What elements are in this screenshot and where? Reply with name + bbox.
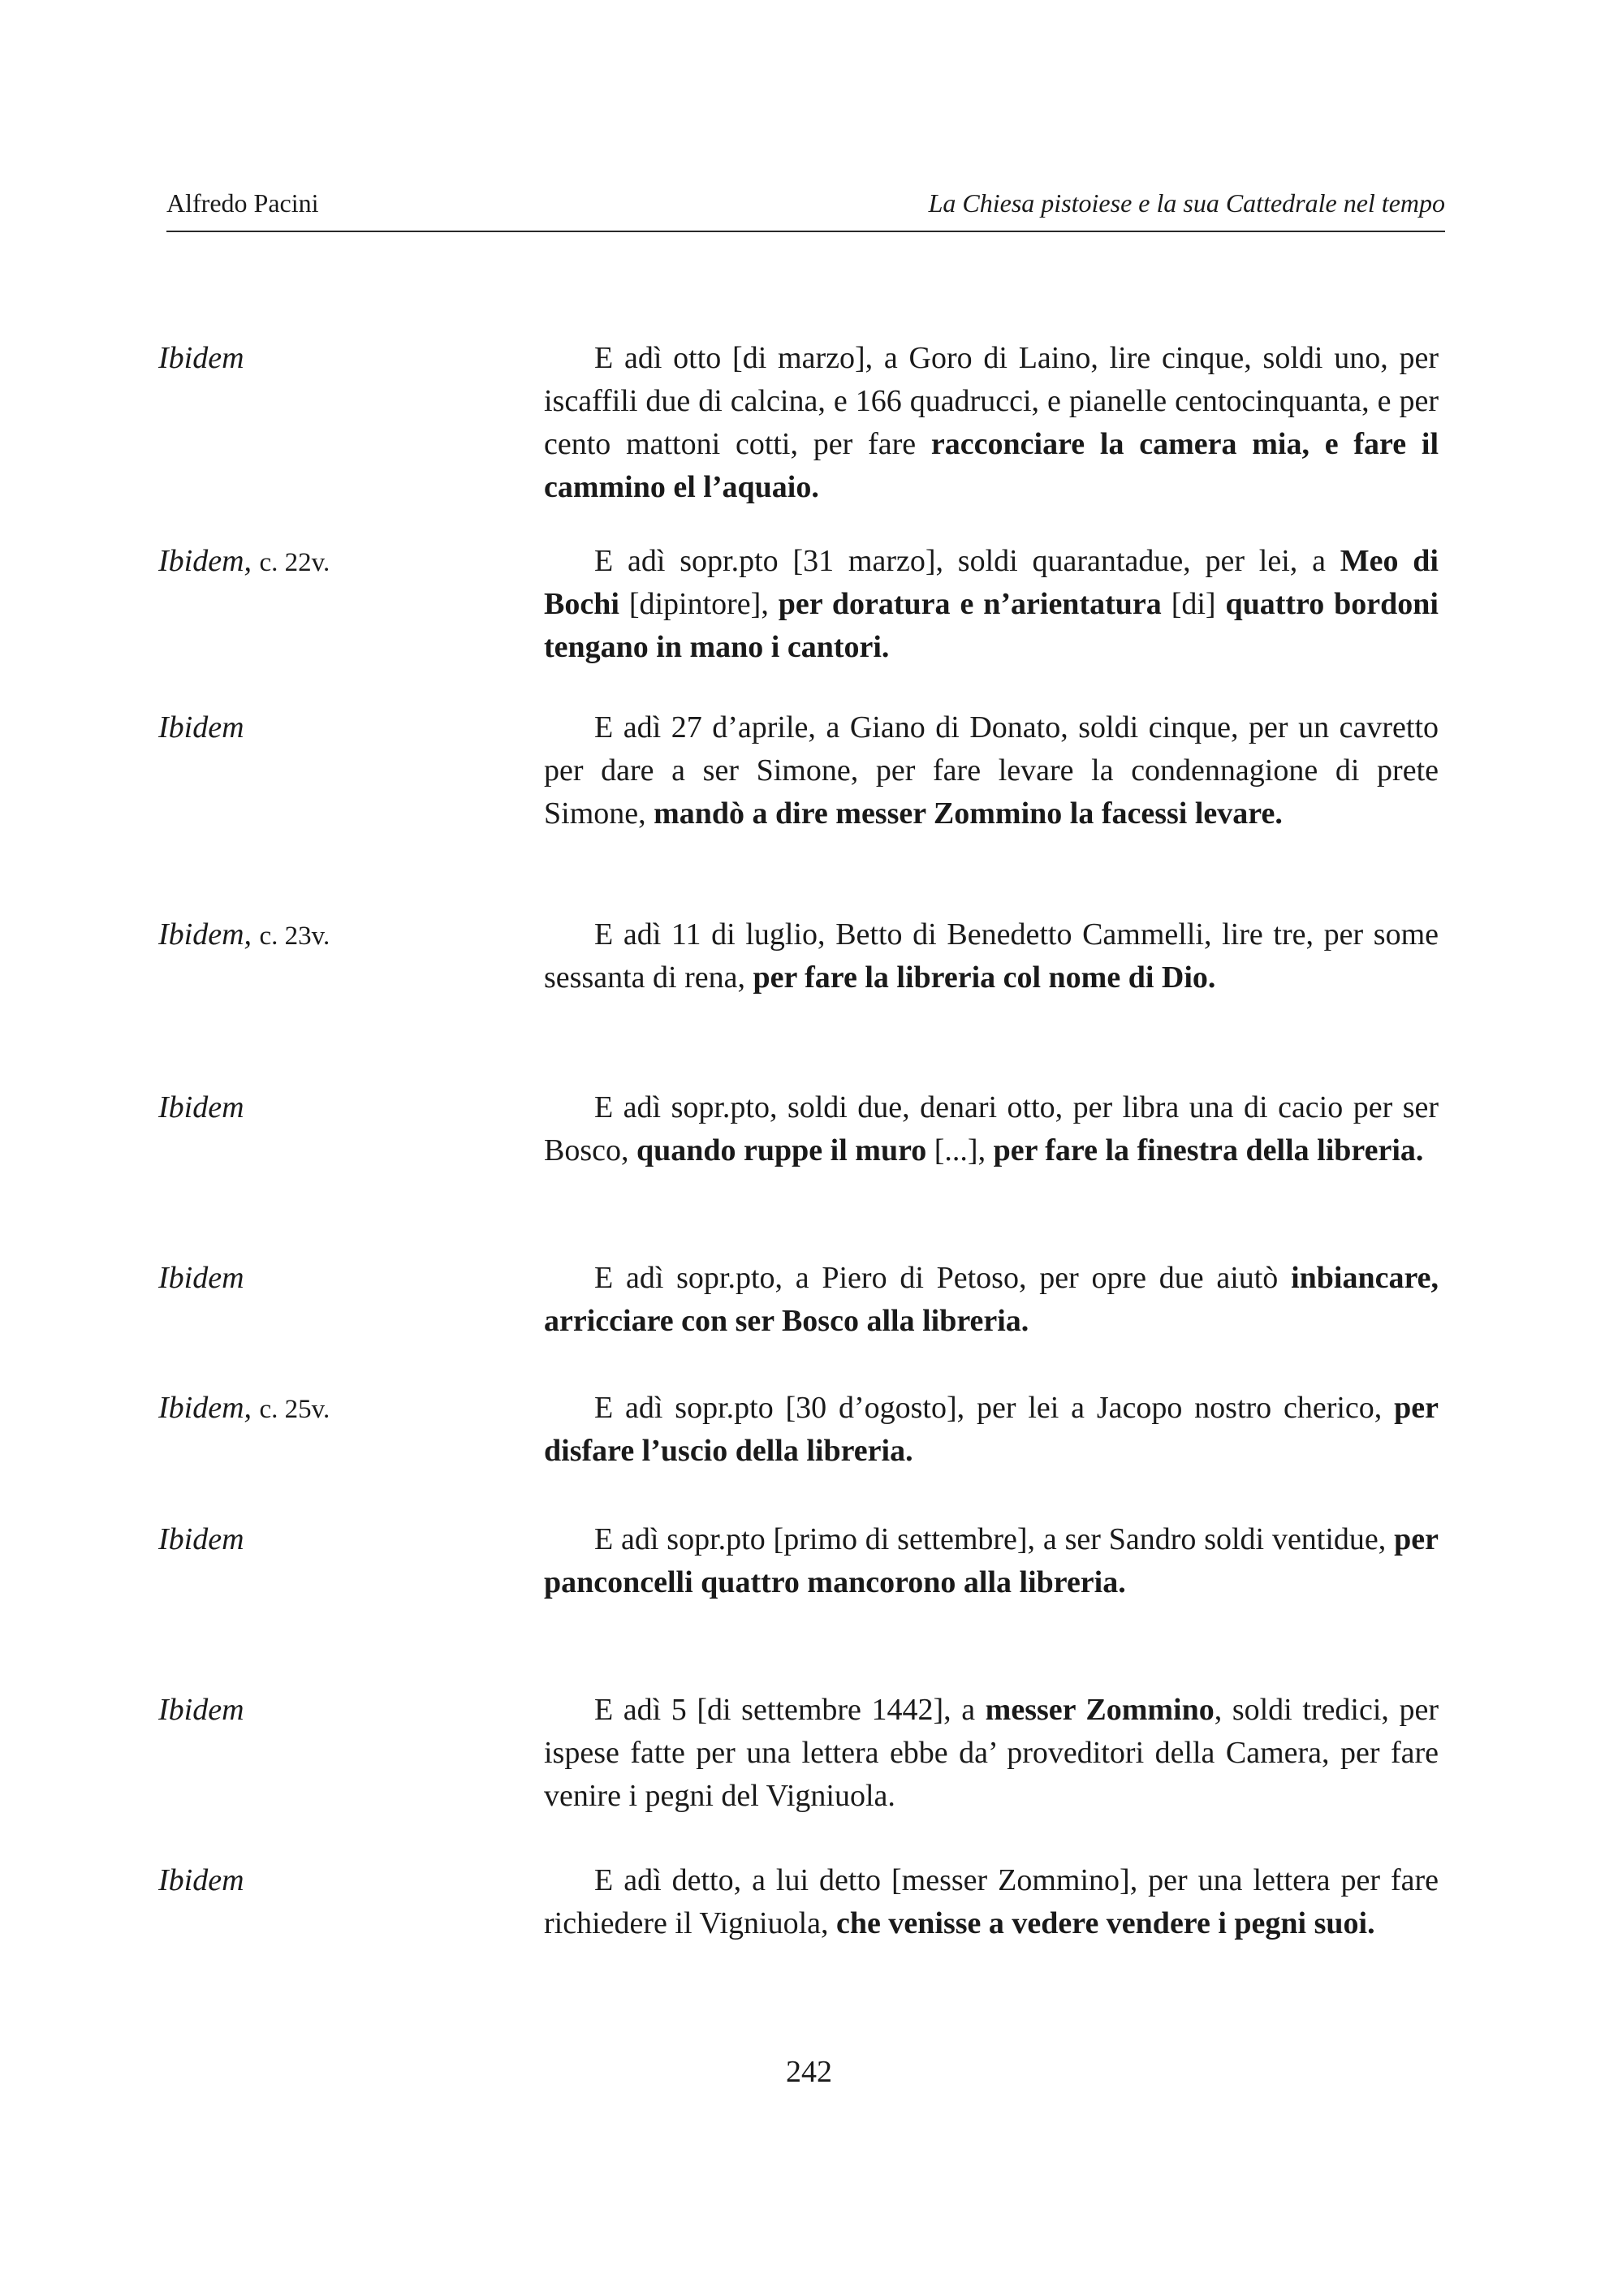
entry-text-emphasis: per fare la finestra della libreria. (993, 1133, 1424, 1167)
entry-text-emphasis: inbiancare, arricciare con ser Bosco alla libreria. (544, 1261, 1439, 1338)
entry-source (158, 1859, 244, 1902)
entry-text (544, 540, 1439, 669)
entry-text (544, 1689, 1439, 1818)
entry-text (544, 1387, 1439, 1473)
entry-text-plain: E adì 5 [di settembre 1442], a (594, 1693, 986, 1727)
entry-text (544, 1518, 1439, 1604)
entry-text (544, 706, 1439, 835)
entry-text-emphasis: quattro bordoni tengano in mano i cantori. (544, 587, 1439, 664)
entry-source-label: Ibidem (158, 710, 244, 744)
entry-text-plain: E adì sopr.pto, soldi due, denari otto, per libra una di cacio per ser Bosco, (544, 1090, 1439, 1167)
entry-source-label: Ibidem, (158, 1391, 252, 1425)
entry-text-plain: E adì otto [di marzo], a Goro di Laino, lire cinque, soldi uno, per iscaffili due di calcina, e 166 quadrucci, e pianelle centocinquanta, e per cento mattoni cotti, per fare (544, 341, 1439, 461)
entry-text-emphasis: per doratura e n’arientatura (778, 587, 1162, 621)
entry-source-label: Ibidem (158, 1863, 244, 1897)
entry-text-plain: E adì 11 di luglio, Betto di Benedetto Cammelli, lire tre, per some sessanta di rena, (544, 917, 1439, 995)
entry-source (158, 337, 244, 380)
entry-source-label: Ibidem (158, 1693, 244, 1727)
header-author: Alfredo Pacini (166, 188, 319, 218)
entry-text-emphasis: racconciare la camera mia, e fare il cammino el l’aquaio. (544, 427, 1439, 504)
entry-text-plain: E adì sopr.pto, a Piero di Petoso, per opre due aiutò (594, 1261, 1292, 1295)
entry-source (158, 913, 330, 958)
entry-text-plain: [dipintore], (619, 587, 779, 621)
header-rule (166, 231, 1445, 232)
entry-source-folio: c. 25v. (259, 1395, 330, 1424)
entry-text-emphasis: mandò a dire messer Zommino la facessi levare. (654, 796, 1283, 831)
entry-source-label: Ibidem (158, 341, 244, 375)
entry-source-label: Ibidem, (158, 917, 252, 952)
entry-source (158, 540, 330, 585)
entry-text (544, 1257, 1439, 1343)
entry-source-label: Ibidem (158, 1522, 244, 1556)
entry-text-plain: E adì detto, a lui detto [messer Zommino], per una lettera per fare richiedere il Vigniuola, (544, 1863, 1439, 1940)
entry-text-plain: , soldi tredici, per ispese fatte per una lettera ebbe da’ proveditori della Camera, per fare venire i pegni del Vigniuola. (544, 1693, 1439, 1813)
entry-text (544, 337, 1439, 509)
entry-text-emphasis: messer Zommino (985, 1693, 1215, 1727)
entry-text (544, 1086, 1439, 1172)
entry-source (158, 1518, 244, 1561)
entry-source (158, 706, 244, 749)
entry-source-label: Ibidem (158, 1261, 244, 1295)
entry-text-plain: [di] (1161, 587, 1226, 621)
entry-source (158, 1689, 244, 1732)
entry-text-emphasis: per disfare l’uscio della libreria. (544, 1391, 1439, 1468)
entry-source (158, 1086, 244, 1129)
entry-source-folio: c. 23v. (259, 921, 330, 951)
entry-text-plain: E adì sopr.pto [primo di settembre], a ser Sandro soldi ventidue, (594, 1522, 1395, 1556)
entry-text (544, 913, 1439, 999)
entry-text-emphasis: Meo di Bochi (544, 544, 1439, 621)
entry-text-plain: E adì sopr.pto [31 marzo], soldi quarantadue, per lei, a (594, 544, 1340, 578)
entry-text-plain: E adì sopr.pto [30 d’ogosto], per lei a Jacopo nostro cherico, (594, 1391, 1395, 1425)
entry-text-plain: E adì 27 d’aprile, a Giano di Donato, soldi cinque, per un cavretto per dare a ser Simone, per fare levare la condennagione di prete Simone, (544, 710, 1439, 831)
entry-source (158, 1387, 330, 1431)
entry-source-folio: c. 22v. (259, 548, 330, 577)
page-number: 242 (786, 2055, 832, 2089)
entry-text-emphasis: per fare la libreria col nome di Dio. (753, 960, 1216, 995)
entry-source-label: Ibidem, (158, 544, 252, 578)
entry-text-plain: [...], (926, 1133, 994, 1167)
entry-text (544, 1859, 1439, 1945)
header-book-title: La Chiesa pistoiese e la sua Cattedrale nel tempo (928, 188, 1445, 218)
entry-source (158, 1257, 244, 1300)
entry-source-label: Ibidem (158, 1090, 244, 1124)
entry-text-emphasis: che venisse a vedere vendere i pegni suoi. (836, 1906, 1375, 1940)
running-head (166, 188, 1445, 227)
entry-text-emphasis: per panconcelli quattro mancorono alla libreria. (544, 1522, 1439, 1599)
entry-text-emphasis: quando ruppe il muro (636, 1133, 927, 1167)
